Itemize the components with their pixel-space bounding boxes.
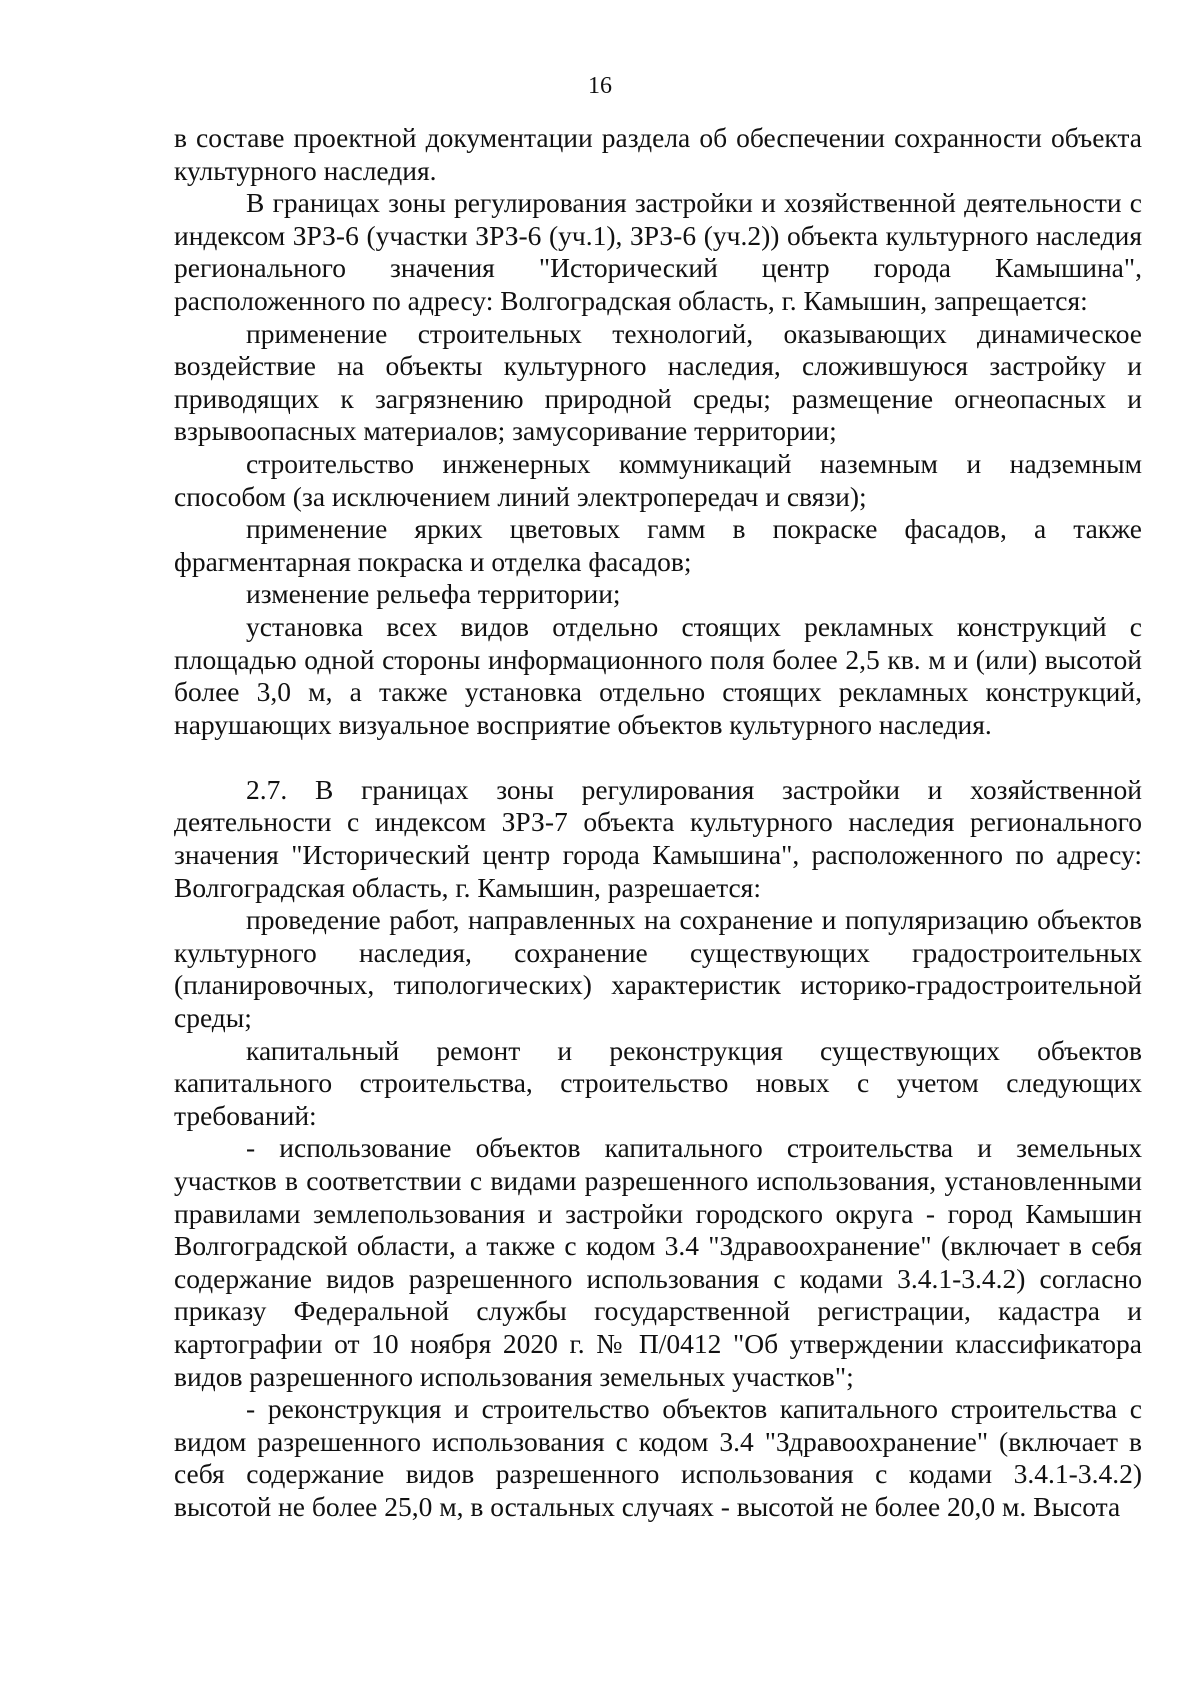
paragraph-prohibited-colors: применение ярких цветовых гамм в покраске фасадов, а также фрагментарная покраска и отделка фасадов; <box>174 513 1142 577</box>
paragraph-allowed-preservation: проведение работ, направленных на сохранение и популяризацию объектов культурного наследия, сохранение существующих градостроительных (планировочных, типологических) характеристик историко-градостроительной среды; <box>174 904 1142 1034</box>
document-body <box>174 122 1142 1524</box>
paragraph-prohibited-relief: изменение рельефа территории; <box>246 578 621 610</box>
paragraph-section-2-7: 2.7. В границах зоны регулирования застройки и хозяйственной деятельности с индексом ЗРЗ-7 объекта культурного наследия регионального значения "Исторический центр города Камышина", расположенного по адресу: Волгоградская область, г. Камышин, разрешается: <box>174 773 1142 903</box>
paragraph-requirement-land-use: - использование объектов капитального строительства и земельных участков в соответствии с видами разрешенного использования, установленными правилами землепользования и застройки городского округа - город Камышин Волгоградской области, а также с кодом 3.4 "Здравоохранение" (включает в себя содержание видов разрешенного использования с кодами 3.4.1-3.4.2) согласно приказу Федеральной службы государственной регистрации, кадастра и картографии от 10 ноября 2020 г. № П/0412 "Об утверждении классификатора видов разрешенного использования земельных участков"; <box>174 1132 1142 1392</box>
paragraph-allowed-construction: капитальный ремонт и реконструкция существующих объектов капитального строительства, строительство новых с учетом следующих требований: <box>174 1034 1142 1131</box>
paragraph-prohibited-advertising: установка всех видов отдельно стоящих рекламных конструкций с площадью одной стороны информационного поля более 2,5 кв. м и (или) высотой более 3,0 м, а также установка отдельно стоящих рекламных конструкций, нарушающих визуальное восприятие объектов культурного наследия. <box>174 610 1142 740</box>
paragraph-continuation: в составе проектной документации раздела об обеспечении сохранности объекта культурного наследия. <box>174 122 1142 186</box>
paragraph-prohibited-communications: строительство инженерных коммуникаций наземным и надземным способом (за исключением линий электропередач и связи); <box>174 447 1142 512</box>
paragraph-zrz6-intro: В границах зоны регулирования застройки и хозяйственной деятельности с индексом ЗРЗ-6 (участки ЗРЗ-6 (уч.1), ЗРЗ-6 (уч.2)) объекта культурного наследия регионального значения "Исторический центр города Камышина", расположенного по адресу: Волгоградская область, г. Камышин, запрещается: <box>174 187 1142 316</box>
page-number: 16 <box>588 73 612 99</box>
paragraph-prohibited-technologies: применение строительных технологий, оказывающих динамическое воздействие на объекты культурного наследия, сложившуюся застройку и приводящих к загрязнению природной среды; размещение огнеопасных и взрывоопасных материалов; замусоривание территории; <box>174 317 1142 447</box>
paragraph-requirement-height: - реконструкция и строительство объектов капитального строительства с видом разрешенного использования с кодом 3.4 "Здравоохранение" (включает в себя содержание видов разрешенного использования с кодами 3.4.1-3.4.2) высотой не более 25,0 м, в остальных случаях - высотой не более 20,0 м. Высота <box>174 1393 1142 1522</box>
